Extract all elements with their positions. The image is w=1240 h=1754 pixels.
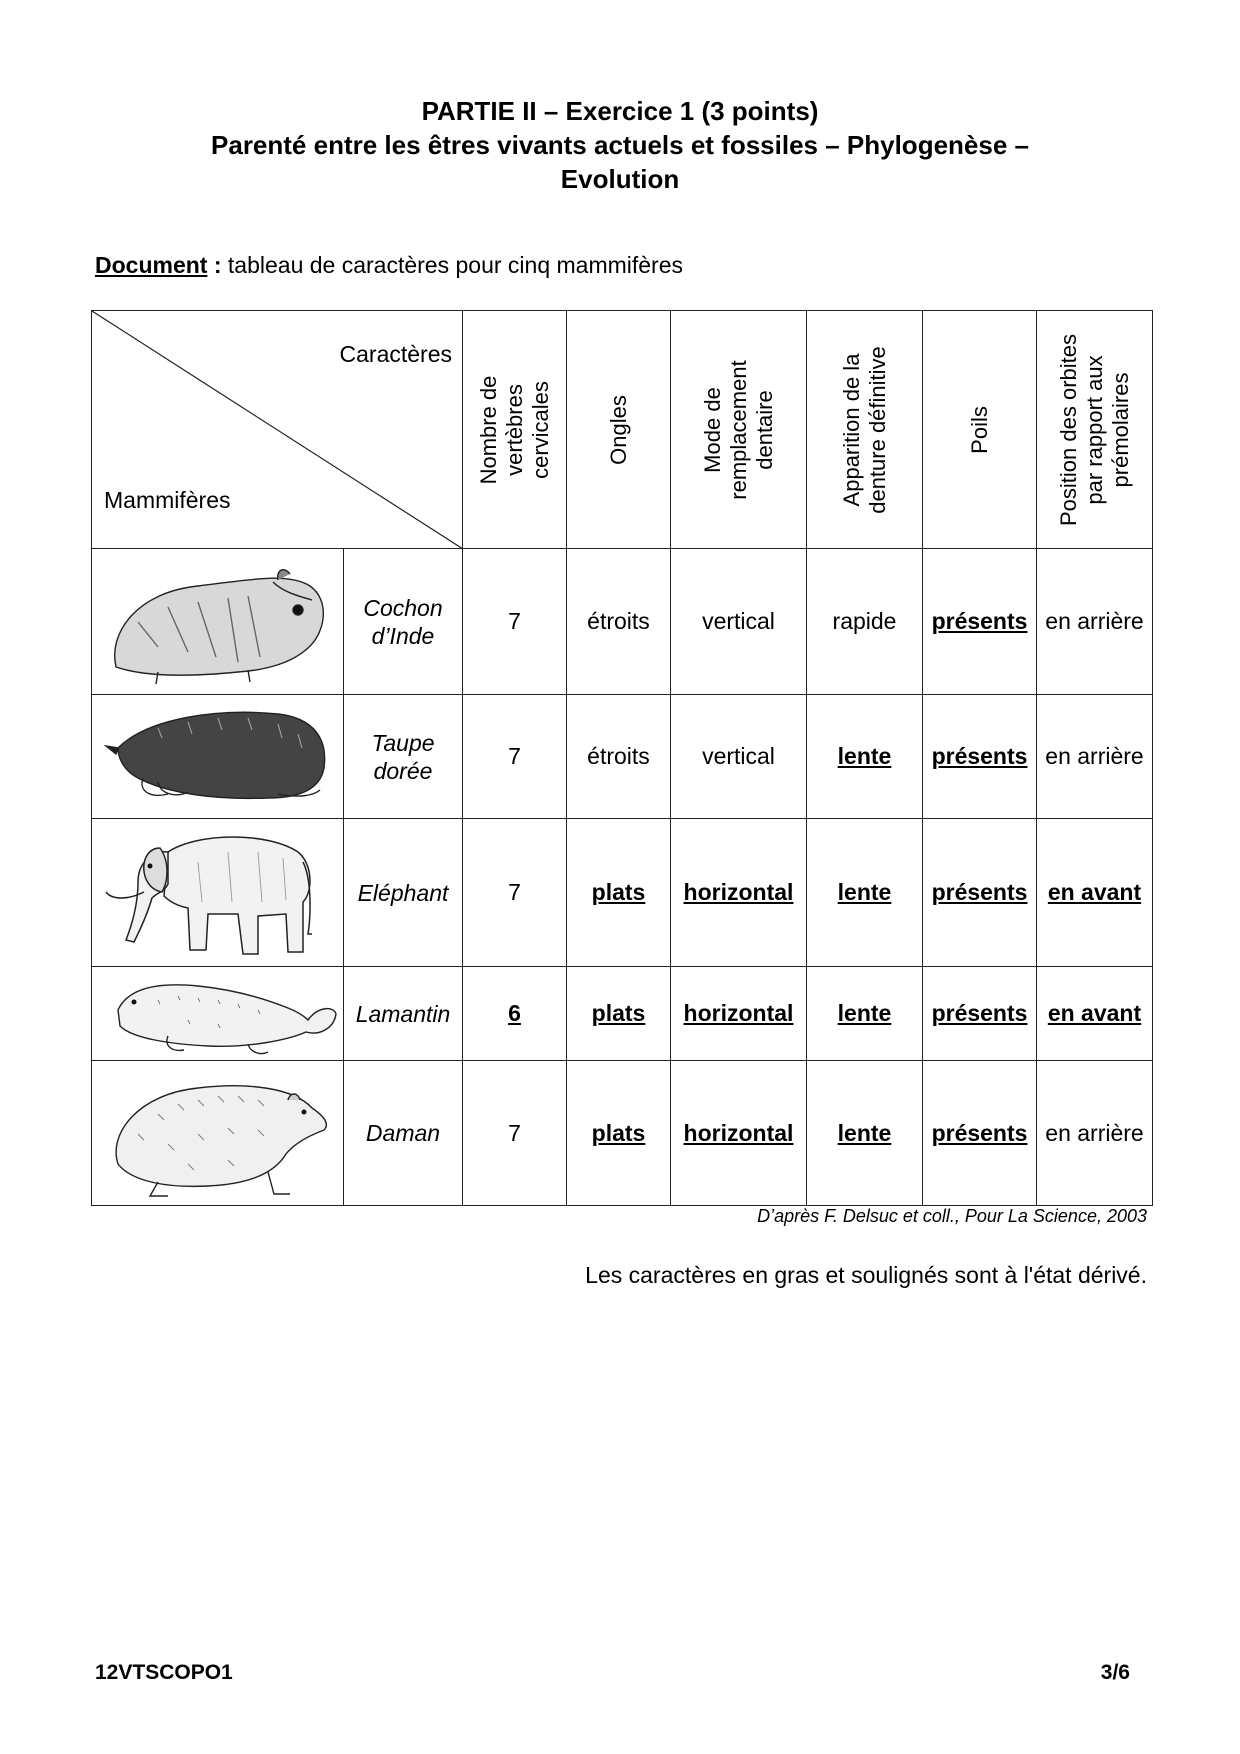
cell-value-derived: présents	[931, 1119, 1028, 1146]
table-cell	[463, 819, 567, 967]
column-header	[463, 311, 567, 549]
table-cell	[923, 819, 1037, 967]
table-row	[92, 967, 1153, 1061]
animal-name-text: Cochon d’Inde	[363, 594, 443, 649]
cell-value: rapide	[832, 608, 897, 634]
cell-value: vertical	[702, 608, 775, 634]
guinea-pig-icon	[98, 552, 338, 692]
table-cell	[567, 819, 671, 967]
cell-value: en arrière	[1045, 608, 1144, 634]
cell-value: 7	[508, 879, 521, 905]
cell-value-derived: lente	[837, 1000, 892, 1026]
table-cell	[1037, 549, 1153, 695]
cell-value-derived: horizontal	[683, 1000, 794, 1026]
cell-value-derived: plats	[591, 1000, 646, 1026]
footer-page-number: 3/6	[1100, 1661, 1130, 1684]
document-caption	[95, 252, 683, 279]
animal-name	[344, 819, 463, 967]
animal-name	[344, 967, 463, 1061]
table-cell	[463, 967, 567, 1061]
cell-value-derived: lente	[837, 1119, 892, 1146]
column-header-label: Poils	[966, 405, 992, 454]
animal-name	[344, 549, 463, 695]
table-cell	[807, 1061, 923, 1206]
animal-picture	[92, 1061, 344, 1206]
animal-picture	[92, 695, 344, 819]
table-cell	[671, 1061, 807, 1206]
table-cell	[671, 549, 807, 695]
cell-value: 7	[508, 743, 521, 769]
table-cell	[1037, 967, 1153, 1061]
table-cell	[1037, 819, 1153, 967]
column-header	[923, 311, 1037, 549]
animal-name	[344, 1061, 463, 1206]
table-row	[92, 819, 1153, 967]
document-colon: :	[207, 252, 222, 278]
title-line-3: Evolution	[560, 164, 680, 194]
animal-picture	[92, 967, 344, 1061]
animal-name-text: Taupe dorée	[371, 729, 435, 784]
table-cell	[807, 819, 923, 967]
column-header	[567, 311, 671, 549]
title-line-2: Parenté entre les êtres vivants actuels et fossiles – Phylogenèse –	[211, 130, 1029, 160]
character-table	[91, 310, 1153, 1206]
cell-value-derived: présents	[931, 1000, 1028, 1026]
column-header	[671, 311, 807, 549]
manatee-icon	[98, 970, 338, 1058]
animal-picture	[92, 549, 344, 695]
title-line-1: PARTIE II – Exercice 1 (3 points)	[421, 96, 819, 126]
elephant-icon	[98, 822, 338, 964]
cell-value-derived: horizontal	[683, 879, 794, 905]
footer-code: 12VTSCOPO1	[95, 1661, 233, 1684]
column-header-label: Mode de remplacement dentaire	[699, 359, 777, 500]
cell-value: étroits	[587, 743, 650, 769]
table-cell	[463, 695, 567, 819]
table-cell	[567, 695, 671, 819]
animal-name-text: Eléphant	[357, 879, 449, 906]
hyrax-icon	[98, 1064, 338, 1202]
table-cell	[923, 967, 1037, 1061]
corner-label-mammals: Mammifères	[104, 487, 231, 513]
table-cell	[807, 549, 923, 695]
header-row	[92, 311, 1153, 549]
animal-name	[344, 695, 463, 819]
table-cell	[1037, 1061, 1153, 1206]
table-cell	[567, 1061, 671, 1206]
table-cell	[463, 1061, 567, 1206]
table-cell	[671, 967, 807, 1061]
cell-value: 7	[508, 608, 521, 634]
cell-value: en arrière	[1045, 743, 1144, 769]
corner-header-cell	[92, 311, 463, 549]
column-header-label: Ongles	[605, 394, 631, 465]
animal-name-text: Lamantin	[355, 1000, 451, 1027]
cell-value-derived: plats	[591, 1119, 646, 1146]
table-cell	[923, 1061, 1037, 1206]
column-header	[807, 311, 923, 549]
table-row	[92, 549, 1153, 695]
cell-value-derived: horizontal	[683, 1119, 794, 1146]
cell-value-derived: présents	[931, 743, 1028, 769]
column-header-label: Apparition de la denture définitive	[838, 345, 890, 514]
document-label: Document	[95, 252, 208, 278]
column-header-label: Position des orbites par rapport aux prémolaires	[1055, 333, 1133, 526]
animal-picture	[92, 819, 344, 967]
cell-value: 7	[508, 1119, 521, 1146]
column-header-label: Nombre de vertèbres cervicales	[475, 375, 553, 484]
table-cell	[923, 695, 1037, 819]
cell-value: en arrière	[1045, 1119, 1144, 1146]
legend-note: Les caractères en gras et soulignés sont à l'état dérivé.	[585, 1262, 1147, 1288]
cell-value-derived: en avant	[1047, 1000, 1142, 1026]
corner-label-characters: Caractères	[339, 341, 452, 367]
cell-value: vertical	[702, 743, 775, 769]
table-cell	[807, 695, 923, 819]
golden-mole-icon	[98, 698, 338, 816]
table-cell	[463, 549, 567, 695]
table-cell	[567, 967, 671, 1061]
source-citation: D’après F. Delsuc et coll., Pour La Science, 2003	[757, 1206, 1147, 1226]
table-cell	[567, 549, 671, 695]
cell-value: étroits	[587, 608, 650, 634]
table-cell	[807, 967, 923, 1061]
table-cell	[923, 549, 1037, 695]
animal-name-text: Daman	[365, 1120, 441, 1146]
table-cell	[671, 695, 807, 819]
cell-value-derived: en avant	[1047, 879, 1142, 905]
cell-value-derived: lente	[837, 743, 892, 769]
exercise-title	[0, 94, 1240, 196]
table-row	[92, 695, 1153, 819]
cell-value-derived: lente	[837, 879, 892, 905]
table-row	[92, 1061, 1153, 1206]
column-header	[1037, 311, 1153, 549]
cell-value-derived: 6	[508, 1000, 521, 1026]
table-cell	[671, 819, 807, 967]
cell-value-derived: présents	[931, 608, 1028, 634]
table-cell	[1037, 695, 1153, 819]
cell-value-derived: présents	[931, 879, 1028, 905]
document-caption-text: tableau de caractères pour cinq mammifères	[221, 252, 684, 278]
cell-value-derived: plats	[591, 879, 646, 905]
